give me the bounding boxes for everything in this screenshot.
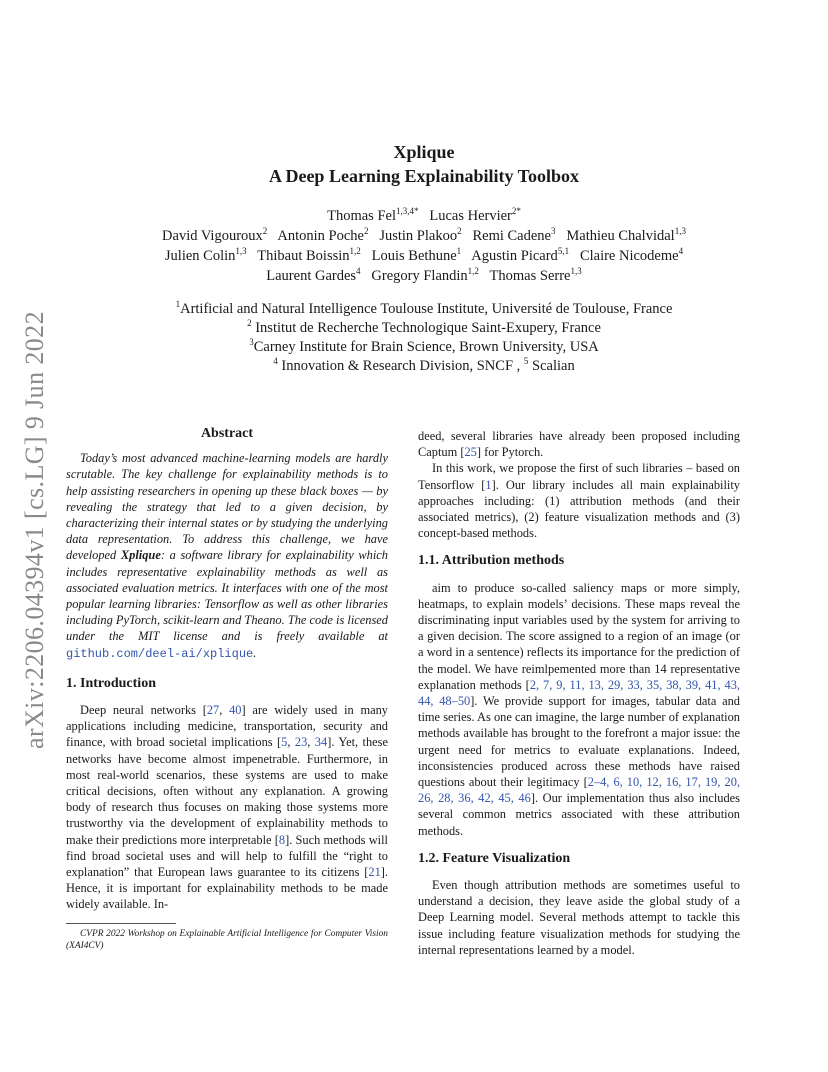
author-affil-sup: 1,3,4* — [395, 206, 419, 217]
body-text: , — [219, 703, 230, 718]
abstract-heading: Abstract — [200, 426, 254, 441]
author-affil-sup: 1,3 — [674, 226, 686, 237]
body-text: ]. Our implementation thus also includes several common metrics associated with these attribution methods. — [418, 791, 740, 838]
abstract-text — [66, 450, 388, 662]
author-affil-sup: 1,3 — [570, 266, 582, 277]
author-list — [60, 206, 788, 286]
author-name: Laurent Gardes — [266, 268, 357, 284]
author-affil-sup: 1,2 — [349, 246, 361, 257]
citation-link[interactable]: 25 — [464, 445, 477, 460]
author-affil-sup: 2* — [511, 206, 521, 217]
author-affil-sup: 1 — [456, 246, 462, 257]
author-affil-sup: 3 — [551, 226, 556, 237]
citation-links[interactable]: 2, 7, 9, 11, 13, 29, 33, 35, 38, 39, 41, 43, 44, 48–50 — [418, 677, 740, 709]
author-affil-sup: 2 — [457, 226, 462, 237]
section-heading-introduction: 1. Introduction — [66, 675, 156, 691]
abstract-part: : a software library for explainability which includes representative explainability methods as well as associated evaluation metrics. It interfaces with one of the most popular learning libraries: Tensorflow as well as other libraries including PyTorch, scikit-learn and Theano. The code is licensed under the MIT license and is freely available at — [66, 548, 388, 644]
affiliation-sup: 2 — [247, 318, 252, 329]
body-text: ] are widely used in many applications including medicine, transportation, security and finance, with broad societal implications [ — [66, 703, 389, 750]
body-text: Deep neural networks [ — [80, 703, 207, 718]
author-affil-sup: 4 — [678, 246, 684, 257]
feature-visualization-text: Even though attribution methods are sometimes useful to understand a decision, they leave aside the global study of a Deep Learning model. Several methods attempt to tackle this issue including feature visualization methods for studying the internal representations learned by a model. — [418, 878, 740, 957]
affiliation-sup: 4 — [273, 356, 278, 367]
citation-link[interactable]: 5 — [281, 735, 288, 750]
body-text: ]. Hence, it is important for explainability methods to be made widely available. In- — [66, 865, 388, 912]
author-name: Gregory Flandin — [371, 268, 468, 284]
author-name: Antonin Poche — [277, 228, 364, 244]
affiliation-line — [60, 357, 788, 376]
body-text: ]. Yet, these networks have become almost impenetrable. Furthermore, in most real-world scenarios, these systems are used to make critical decisions, often without any explanation. A growing body of research thus focuses on making those systems more trustworthy via the development of explainability methods to make their predictions more interpretable [ — [66, 735, 389, 847]
author-name: Thomas Serre — [489, 268, 571, 284]
author-name: Claire Nicodeme — [579, 248, 679, 264]
affiliation-text: Artificial and Natural Intelligence Toulouse Institute, Université de Toulouse, France — [180, 301, 673, 317]
author-affil-sup: 4 — [356, 266, 361, 277]
affiliation-sup: 5 — [523, 356, 529, 367]
right-column — [418, 428, 740, 958]
citation-link[interactable]: 34 — [314, 735, 328, 750]
affiliation-text: Innovation & Research Division, SNCF , — [277, 358, 524, 374]
abstract-part: . — [253, 645, 257, 660]
citation-links[interactable]: 2–4, 6, 10, 12, 16, 17, 19, 20, 26, 28, 36, 42, 45, 46 — [418, 775, 741, 806]
body-text: ] for Pytorch. — [476, 445, 544, 460]
affiliation-line — [60, 300, 788, 319]
author-line — [60, 246, 788, 266]
body-text: aim to produce so-called saliency maps or more simply, heatmaps, to explain models’ decisions. These maps reveal the discriminating input variables used by the system for arriving to a given decision. The score assigned to a region of an image (or a word in a sentence) reflects its importance for the prediction of the model. We have reimlpemented more than 14 representative explanation methods [ — [418, 580, 740, 692]
author-name: Julien Colin — [164, 248, 236, 264]
author-affil-sup: 1,3 — [235, 246, 247, 257]
paper-header — [60, 140, 788, 376]
author-name: Thomas Fel — [327, 208, 396, 224]
author-name: Justin Plakoo — [379, 228, 458, 244]
body-text: deed, several libraries have already been proposed including Captum [ — [418, 429, 740, 460]
affiliation-list — [60, 300, 788, 376]
affiliation-line — [60, 319, 788, 338]
arxiv-sidebar — [10, 295, 60, 765]
paper-title: Xplique — [393, 142, 455, 162]
author-name: David Vigouroux — [162, 228, 263, 244]
citation-link[interactable]: 23 — [294, 735, 308, 750]
library-name: Xplique — [120, 548, 161, 563]
author-name: Agustin Picard — [471, 248, 558, 264]
body-text: , — [287, 735, 295, 750]
affiliation-line — [60, 338, 788, 357]
citation-link[interactable]: 21 — [368, 865, 381, 880]
arxiv-identifier: arXiv:2206.04394v1 [cs.LG] 9 Jun 2022 — [20, 311, 50, 749]
footnote-divider — [66, 923, 176, 924]
footnote: CVPR 2022 Workshop on Explainable Artificial Intelligence for Computer Vision (XAI4CV) — [66, 928, 388, 951]
author-name: Thibaut Boissin — [257, 248, 350, 264]
github-link[interactable]: github.com/deel-ai/xplique — [66, 646, 254, 661]
author-name: Lucas Hervier — [429, 208, 512, 224]
affiliation-text: Institut de Recherche Technologique Saint-Exupery, France — [251, 320, 601, 336]
author-name: Louis Bethune — [371, 248, 457, 264]
intro-continued — [418, 428, 740, 460]
body-text: ]. Such methods will find broad societal uses and will help to fulfill the “right to explanation” that European laws guarantee to its citizens [ — [66, 832, 388, 880]
author-affil-sup: 5,1 — [557, 246, 570, 257]
intro-contribution — [418, 460, 740, 541]
author-line — [60, 206, 788, 226]
paper-subtitle: A Deep Learning Explainability Toolbox — [268, 166, 580, 186]
section-heading-feature-visualization: 1.2. Feature Visualization — [418, 850, 571, 866]
body-text: In this work, we propose the first of such libraries – based on Tensorflow [ — [418, 461, 740, 492]
author-affil-sup: 2 — [363, 226, 369, 237]
author-name: Remi Cadene — [472, 228, 551, 244]
body-text: ]. Our library includes all main explainability approaches including: (1) attribution methods (and their associated metrics), (2) feature visualization methods and (3) concept-based methods. — [418, 477, 740, 541]
author-name: Mathieu Chalvidal — [566, 228, 675, 244]
body-text: , — [307, 735, 315, 750]
left-column — [66, 424, 388, 952]
author-line — [60, 226, 788, 246]
affiliation-sup: 3 — [249, 337, 254, 348]
affiliation-text: Scalian — [528, 358, 575, 374]
body-text: ]. We provide support for images, tabular data and time series. As one can imagine, the large number of explanation methods available has brought to the forefront a major issue: the urgent need for metrics to evaluate explanations. Indeed, inconsistencies produced across these methods have raised questions about their legitimacy [ — [418, 694, 741, 790]
abstract-part: Today’s most advanced machine-learning models are hardly scrutable. The key challenge for explainability methods is to help assisting researchers in opening up these black boxes — by revealing the strategy that led to a given decision, by characterizing their internal states or by studying the underlying data representation. To address this challenge, we have developed — [66, 451, 388, 563]
affiliation-text: Carney Institute for Brain Science, Brown University, USA — [253, 339, 599, 355]
introduction-text — [66, 702, 388, 913]
attribution-text — [418, 580, 740, 839]
citation-link[interactable]: 1 — [485, 477, 492, 492]
citation-link[interactable]: 8 — [278, 832, 286, 847]
citation-link[interactable]: 27 — [206, 703, 220, 718]
affiliation-sup: 1 — [175, 299, 181, 310]
section-heading-attribution: 1.1. Attribution methods — [418, 553, 565, 569]
citation-link[interactable]: 40 — [229, 703, 242, 718]
author-affil-sup: 1,2 — [467, 266, 479, 277]
author-line — [60, 266, 788, 286]
author-affil-sup: 2 — [262, 226, 268, 237]
